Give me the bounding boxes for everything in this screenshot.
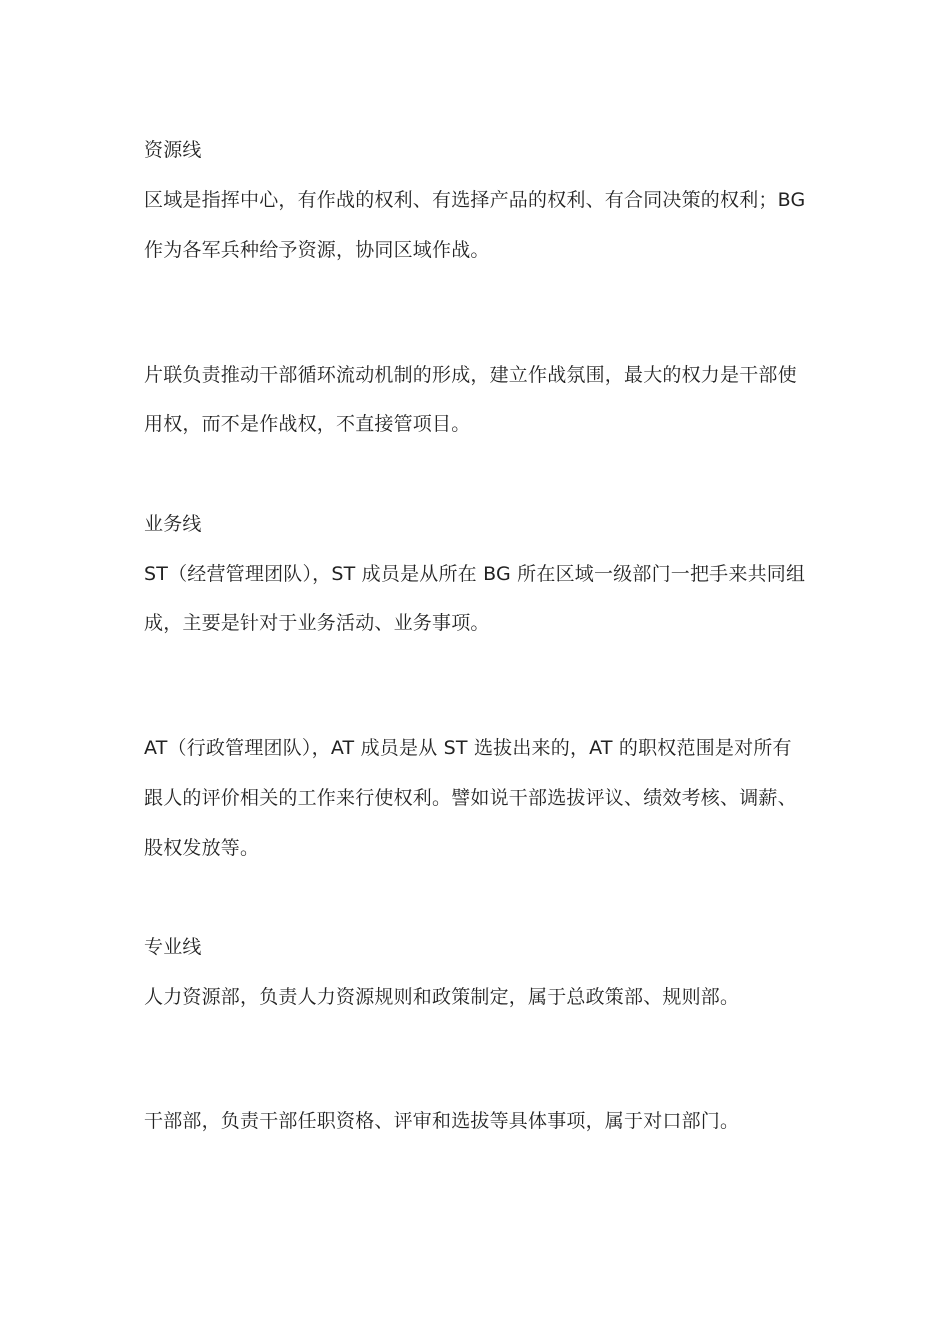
paragraph-line: 干部部，负责干部任职资格、评审和选拔等具体事项，属于对口部门。 bbox=[144, 1110, 740, 1132]
paragraph-line: 片联负责推动干部循环流动机制的形成，建立作战氛围，最大的权力是干部使 bbox=[144, 364, 797, 386]
paragraph-line: 人力资源部，负责人力资源规则和政策制定，属于总政策部、规则部。 bbox=[144, 986, 740, 1008]
paragraph-line: 区域是指挥中心，有作战的权利、有选择产品的权利、有合同决策的权利；BG bbox=[144, 189, 806, 211]
paragraph-line: 股权发放等。 bbox=[144, 837, 260, 859]
section-heading-professional-line: 专业线 bbox=[144, 936, 202, 958]
section-heading-resource-line: 资源线 bbox=[144, 139, 202, 161]
paragraph-line: 作为各军兵种给予资源，协同区域作战。 bbox=[144, 239, 490, 261]
section-heading-business-line: 业务线 bbox=[144, 513, 202, 535]
paragraph-line: AT（行政管理团队），AT 成员是从 ST 选拔出来的，AT 的职权范围是对所有 bbox=[144, 737, 792, 759]
paragraph-line: 用权，而不是作战权，不直接管项目。 bbox=[144, 413, 471, 435]
paragraph-line: 成，主要是针对于业务活动、业务事项。 bbox=[144, 612, 490, 634]
paragraph-line: 跟人的评价相关的工作来行使权利。譬如说干部选拔评议、绩效考核、调薪、 bbox=[144, 787, 797, 809]
paragraph-line: ST（经营管理团队），ST 成员是从所在 BG 所在区域一级部门一把手来共同组 bbox=[144, 563, 806, 585]
